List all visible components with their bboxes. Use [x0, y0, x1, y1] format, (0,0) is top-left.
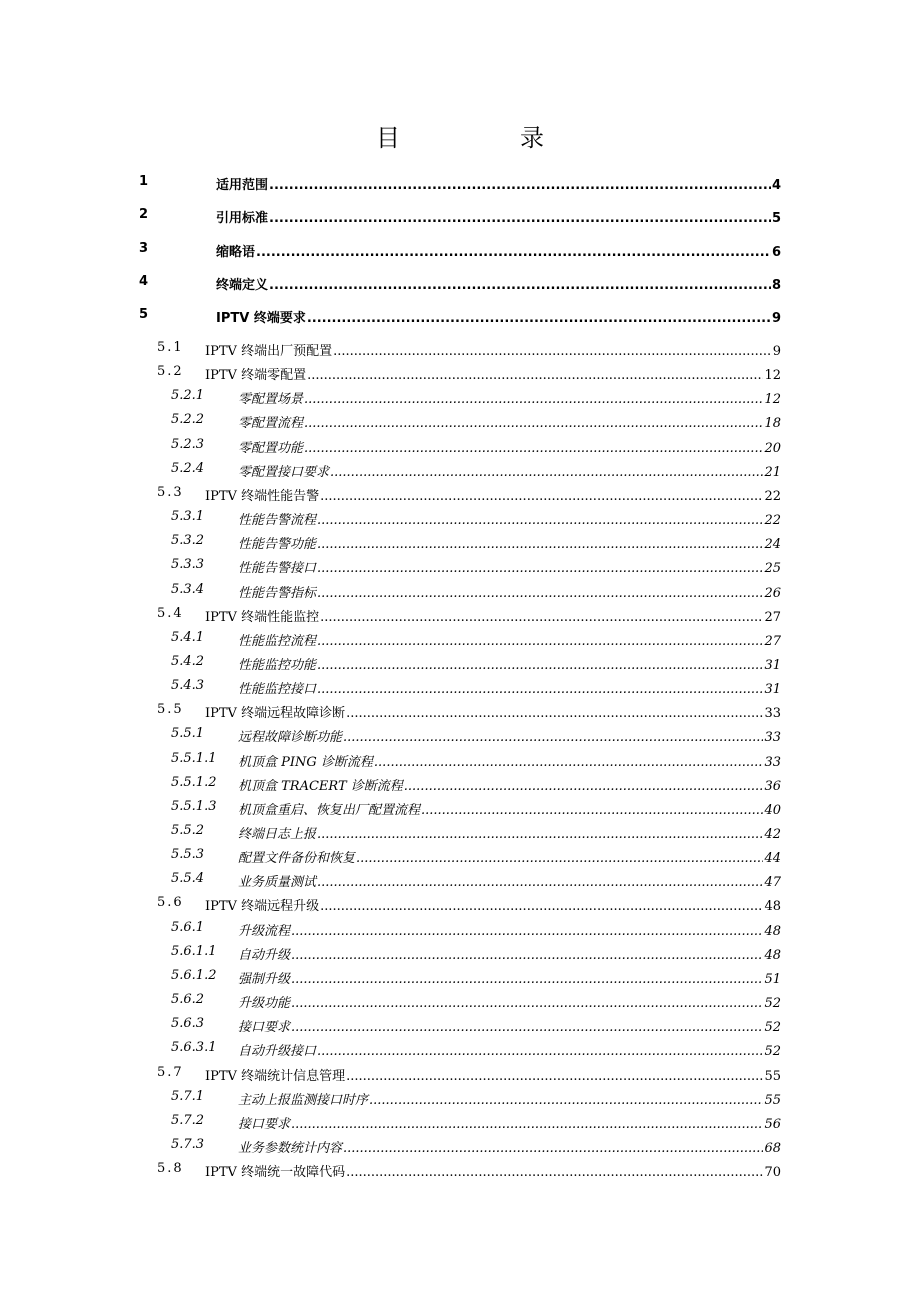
dot-leader [374, 755, 764, 770]
dot-leader [269, 211, 771, 226]
toc-entry-line [205, 364, 781, 383]
toc-entry-line [238, 412, 781, 431]
toc-entry-line [205, 895, 781, 914]
toc-entry-line [238, 533, 781, 552]
dot-leader [343, 730, 763, 745]
toc-entry-line [238, 871, 781, 890]
toc-entry-number: 5.2 [157, 364, 184, 379]
toc-entry-page: 48 [764, 899, 781, 914]
toc-entry-page: 55 [764, 1093, 781, 1108]
toc-entry-page: 27 [764, 634, 781, 649]
toc-entry-number: 5.6 [157, 895, 184, 910]
toc-entry-title: IPTV 终端统计信息管理 [205, 1069, 346, 1084]
toc-entry-line [216, 241, 781, 260]
toc-entry-page: 26 [764, 586, 781, 601]
toc-entry-number: 5.4 [157, 606, 184, 621]
toc-entry[interactable] [0, 944, 920, 964]
toc-entry-number: 5.5.1 [171, 726, 205, 741]
toc-entry-line [205, 485, 781, 504]
dot-leader [317, 1044, 763, 1059]
toc-entry-page: 52 [764, 996, 781, 1011]
toc-entry-line [238, 557, 781, 576]
dot-leader [330, 465, 763, 480]
toc-entry-number: 5.5.1.1 [171, 751, 217, 766]
toc-entry-number: 5.3.4 [171, 582, 205, 597]
toc-entry-page: 33 [764, 755, 781, 770]
toc-entry-number: 5.7.1 [171, 1089, 205, 1104]
dot-leader [317, 586, 763, 601]
toc-entry-line [238, 799, 781, 818]
toc-entry-line [238, 944, 781, 963]
toc-entry-line [238, 1089, 781, 1108]
toc-entry-page: 24 [764, 537, 781, 552]
toc-entry-page: 27 [764, 610, 781, 625]
toc-entry-title: 引用标准 [216, 211, 269, 226]
toc-entry-title: IPTV 终端统一故障代码 [205, 1165, 346, 1180]
toc-entry-page: 18 [764, 416, 781, 431]
toc-entry-line [238, 461, 781, 480]
toc-entry-line [238, 775, 781, 794]
toc-entry-page: 44 [764, 851, 781, 866]
toc-entry-page: 52 [764, 1044, 781, 1059]
toc-entry[interactable] [0, 799, 920, 819]
toc-entry[interactable] [0, 364, 920, 384]
toc-entry-number: 5.6.2 [171, 992, 205, 1007]
toc-entry[interactable] [0, 847, 920, 867]
dot-leader [317, 513, 763, 528]
toc-entry[interactable] [0, 1161, 920, 1181]
dot-leader [356, 851, 763, 866]
toc-entry-page: 12 [764, 368, 781, 383]
toc-entry-number: 5.4.3 [171, 678, 205, 693]
dot-leader [291, 972, 763, 987]
toc-entry[interactable] [0, 630, 920, 650]
toc-entry[interactable] [0, 174, 920, 194]
toc-entry-page: 51 [764, 972, 781, 987]
toc-entry-page: 55 [764, 1069, 781, 1084]
toc-entry-number: 5.3.1 [171, 509, 205, 524]
toc-entry-number: 5.3 [157, 485, 184, 500]
dot-leader [256, 245, 771, 260]
toc-entry-title: IPTV 终端性能监控 [205, 610, 320, 625]
toc-entry-title: 机顶盒重启、恢复出厂配置流程 [238, 803, 421, 818]
toc-entry-number: 5.5.4 [171, 871, 205, 886]
toc-entry-page: 6 [771, 245, 781, 260]
toc-entry[interactable] [0, 509, 920, 529]
toc-entry[interactable] [0, 895, 920, 915]
toc-entry-page: 31 [764, 658, 781, 673]
toc-entry-title: 零配置功能 [238, 441, 304, 456]
toc-entry-number: 5.6.1.1 [171, 944, 217, 959]
toc-entry-title: 零配置流程 [238, 416, 304, 431]
dot-leader [333, 344, 772, 359]
toc-entry-number: 5.2.1 [171, 388, 205, 403]
toc-entry-line [238, 920, 781, 939]
dot-leader [317, 561, 763, 576]
toc-entry-title: 性能监控流程 [238, 634, 317, 649]
toc-entry-page: 9 [772, 344, 781, 359]
toc-entry-number: 5.2.4 [171, 461, 205, 476]
toc-entry-number: 5.5.1.3 [171, 799, 217, 814]
toc-entry[interactable] [0, 412, 920, 432]
toc-entry-line [205, 1065, 781, 1084]
toc-entry-title: IPTV 终端出厂预配置 [205, 344, 333, 359]
toc-entry-title: 配置文件备份和恢复 [238, 851, 356, 866]
dot-leader [404, 779, 764, 794]
toc-entry-title: 性能告警功能 [238, 537, 317, 552]
toc-entry-page: 56 [764, 1117, 781, 1132]
toc-entry-title: 性能监控接口 [238, 682, 317, 697]
toc-entry-number: 3 [139, 241, 149, 256]
toc-entry-number: 5.6.1.2 [171, 968, 217, 983]
toc-entry-number: 5.7.3 [171, 1137, 205, 1152]
toc-entry-page: 21 [764, 465, 781, 480]
toc-entry-title: 缩略语 [216, 245, 256, 260]
toc-entry-line [238, 654, 781, 673]
toc-entry-title: 远程故障诊断功能 [238, 730, 343, 745]
toc-entry-title: 性能告警指标 [238, 586, 317, 601]
dot-leader [291, 924, 763, 939]
toc-entry-title: 性能监控功能 [238, 658, 317, 673]
dot-leader [317, 658, 763, 673]
toc-entry[interactable] [0, 582, 920, 602]
toc-entry[interactable] [0, 207, 920, 227]
toc-entry[interactable] [0, 702, 920, 722]
toc-entry-page: 33 [764, 730, 781, 745]
toc-entry-number: 4 [139, 274, 149, 289]
toc-entry-title: 强制升级 [238, 972, 291, 987]
toc-entry[interactable] [0, 992, 920, 1012]
toc-entry-number: 5.6.3 [171, 1016, 205, 1031]
toc-entry-page: 52 [764, 1020, 781, 1035]
toc-entry-title: 升级流程 [238, 924, 291, 939]
toc-entry-line [238, 992, 781, 1011]
toc-entry-number: 5.7 [157, 1065, 184, 1080]
dot-leader [304, 416, 763, 431]
toc-entry[interactable] [0, 388, 920, 408]
toc-entry-title: 性能告警接口 [238, 561, 317, 576]
toc-entry-line [238, 847, 781, 866]
toc-entry[interactable] [0, 485, 920, 505]
toc-entry-line [205, 1161, 781, 1180]
toc-entry-number: 5.4.2 [171, 654, 205, 669]
toc-entry-title: 升级功能 [238, 996, 291, 1011]
toc-entry[interactable] [0, 1040, 920, 1060]
dot-leader [317, 537, 763, 552]
dot-leader [291, 996, 763, 1011]
toc-entry-page: 68 [764, 1141, 781, 1156]
toc-entry-line [238, 1040, 781, 1059]
toc-entry[interactable] [0, 775, 920, 795]
toc-entry-number: 5.5.3 [171, 847, 205, 862]
toc-entry[interactable] [0, 241, 920, 261]
toc-entry-page: 31 [764, 682, 781, 697]
toc-entry-title: 机顶盒 PING 诊断流程 [238, 755, 373, 770]
toc-entry-number: 5.1 [157, 340, 184, 355]
toc-entry[interactable] [0, 726, 920, 746]
toc-entry-line [238, 582, 781, 601]
dot-leader [369, 1093, 763, 1108]
dot-leader [291, 1020, 763, 1035]
toc-entry[interactable] [0, 461, 920, 481]
toc-entry-title: 机顶盒 TRACERT 诊断流程 [238, 779, 403, 794]
toc-entry-title: 终端日志上报 [238, 827, 317, 842]
toc-entry-number: 5.5.2 [171, 823, 205, 838]
toc-entry-title: IPTV 终端性能告警 [205, 489, 320, 504]
toc-entry-page: 20 [764, 441, 781, 456]
toc-entry[interactable] [0, 1065, 920, 1085]
toc-entry-line [238, 388, 781, 407]
toc-entry-line [238, 678, 781, 697]
toc-entry[interactable] [0, 654, 920, 674]
toc-entry[interactable] [0, 606, 920, 626]
dot-leader [320, 610, 763, 625]
toc-entry-number: 2 [139, 207, 149, 222]
toc-entry-title: 零配置接口要求 [238, 465, 330, 480]
toc-entry[interactable] [0, 557, 920, 577]
toc-entry-number: 5.2.3 [171, 437, 205, 452]
dot-leader [320, 489, 763, 504]
toc-entry-page: 48 [764, 924, 781, 939]
toc-entry-title: 终端定义 [216, 278, 269, 293]
toc-entry-title: 接口要求 [238, 1117, 291, 1132]
toc-entry-line [238, 1137, 781, 1156]
toc-entry-title: 业务质量测试 [238, 875, 317, 890]
toc-entry[interactable] [0, 533, 920, 553]
toc-entry-line [205, 606, 781, 625]
toc-entry-page: 22 [764, 513, 781, 528]
toc-entry[interactable] [0, 340, 920, 360]
toc-entry-title: 主动上报监测接口时序 [238, 1093, 369, 1108]
toc-entry[interactable] [0, 678, 920, 698]
toc-entry-title: 适用范围 [216, 178, 269, 193]
toc-entry-title: IPTV 终端零配置 [205, 368, 307, 383]
toc-entry-number: 5 [139, 307, 149, 322]
toc-entry[interactable] [0, 751, 920, 771]
toc-entry-number: 5.2.2 [171, 412, 205, 427]
toc-entry-page: 5 [771, 211, 781, 226]
toc-entry-page: 40 [764, 803, 781, 818]
toc-entry[interactable] [0, 1016, 920, 1036]
toc-entry-number: 5.8 [157, 1161, 184, 1176]
toc-entry[interactable] [0, 920, 920, 940]
toc-entry-line [238, 1016, 781, 1035]
toc-entry-number: 5.6.3.1 [171, 1040, 217, 1055]
toc-entry[interactable] [0, 823, 920, 843]
toc-entry-title: IPTV 终端远程升级 [205, 899, 320, 914]
toc-entry[interactable] [0, 1113, 920, 1133]
toc-entry[interactable] [0, 437, 920, 457]
toc-entry-number: 5.3.3 [171, 557, 205, 572]
toc-entry-title: IPTV 终端要求 [216, 311, 306, 326]
dot-leader [317, 682, 763, 697]
toc-entry-line [238, 509, 781, 528]
dot-leader [269, 178, 771, 193]
toc-entry-line [238, 751, 781, 770]
dot-leader [343, 1141, 763, 1156]
toc-entry-title: 性能告警流程 [238, 513, 317, 528]
toc-entry-page: 4 [771, 178, 781, 193]
dot-leader [307, 368, 763, 383]
toc-entry-page: 36 [764, 779, 781, 794]
toc-entry[interactable] [0, 968, 920, 988]
dot-leader [317, 827, 763, 842]
toc-entry-page: 33 [764, 706, 781, 721]
dot-leader [346, 1165, 763, 1180]
toc-entry-title: 接口要求 [238, 1020, 291, 1035]
toc-entry-page: 12 [764, 392, 781, 407]
toc-entry-title: 零配置场景 [238, 392, 304, 407]
page-title: 目 录 [376, 124, 592, 152]
dot-leader [304, 441, 763, 456]
toc-entry-title: 业务参数统计内容 [238, 1141, 343, 1156]
dot-leader [269, 278, 771, 293]
toc-entry[interactable] [0, 1089, 920, 1109]
toc-entry-page: 42 [764, 827, 781, 842]
dot-leader [346, 706, 763, 721]
toc-entry-line [205, 702, 781, 721]
toc-entry-number: 5.5.1.2 [171, 775, 217, 790]
toc-entry[interactable] [0, 871, 920, 891]
toc-entry-line [216, 274, 781, 293]
toc-entry-page: 48 [764, 948, 781, 963]
toc-entry-line [216, 174, 781, 193]
toc-entry-page: 22 [764, 489, 781, 504]
toc-entry-number: 5.6.1 [171, 920, 205, 935]
toc-entry-number: 5.5 [157, 702, 184, 717]
dot-leader [317, 634, 763, 649]
toc-entry-title: 自动升级接口 [238, 1044, 317, 1059]
toc-entry-number: 1 [139, 174, 149, 189]
dot-leader [304, 392, 763, 407]
toc-entry-line [238, 968, 781, 987]
toc-entry-number: 5.4.1 [171, 630, 205, 645]
toc-entry-page: 8 [771, 278, 781, 293]
toc-entry-page: 9 [771, 311, 781, 326]
dot-leader [317, 875, 763, 890]
toc-entry-number: 5.3.2 [171, 533, 205, 548]
dot-leader [307, 311, 771, 326]
toc-entry-page: 25 [764, 561, 781, 576]
toc-entry[interactable] [0, 274, 920, 294]
toc-entry-line [238, 823, 781, 842]
toc-entry-line [238, 1113, 781, 1132]
toc-entry[interactable] [0, 307, 920, 327]
toc-entry[interactable] [0, 1137, 920, 1157]
toc-entry-line [238, 726, 781, 745]
toc-entry-line [216, 207, 781, 226]
toc-entry-page: 47 [764, 875, 781, 890]
dot-leader [320, 899, 763, 914]
toc-entry-line [238, 630, 781, 649]
toc-entry-line [238, 437, 781, 456]
toc-entry-number: 5.7.2 [171, 1113, 205, 1128]
toc-entry-line [205, 340, 781, 359]
dot-leader [421, 803, 763, 818]
toc-entry-page: 70 [764, 1165, 781, 1180]
toc-entry-title: IPTV 终端远程故障诊断 [205, 706, 346, 721]
dot-leader [291, 1117, 763, 1132]
toc-entry-title: 自动升级 [238, 948, 291, 963]
toc-entry-line [216, 307, 781, 326]
dot-leader [291, 948, 763, 963]
dot-leader [346, 1069, 763, 1084]
